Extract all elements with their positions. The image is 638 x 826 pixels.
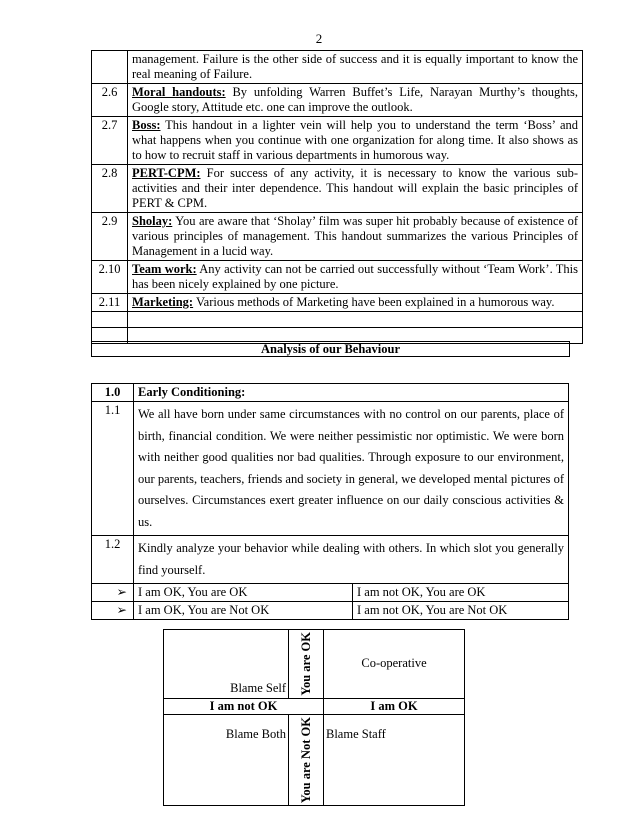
table-row bbox=[92, 402, 569, 536]
row-number bbox=[92, 51, 128, 84]
handout-row bbox=[92, 51, 583, 84]
option-row bbox=[92, 584, 569, 602]
handout-text: management. Failure is the other side of success and it is equally important to know the real meaning of Failure. bbox=[132, 52, 578, 81]
i-am-ok-label: I am OK bbox=[324, 698, 465, 714]
page-number: 2 bbox=[315, 31, 323, 46]
matrix-cell-cooperative: Co-operative bbox=[324, 630, 465, 699]
option-row bbox=[92, 602, 569, 620]
handout-title: Boss: bbox=[132, 118, 161, 132]
section-title: Early Conditioning: bbox=[134, 384, 569, 402]
row-number: 2.11 bbox=[92, 294, 128, 312]
handout-title: Team work: bbox=[132, 262, 197, 276]
row-number: 2.6 bbox=[92, 84, 128, 117]
empty-row bbox=[92, 312, 583, 328]
handout-description bbox=[128, 261, 583, 294]
handout-title: Marketing: bbox=[132, 295, 194, 309]
handout-description bbox=[128, 84, 583, 117]
option-right: I am not OK, You are Not OK bbox=[353, 602, 569, 620]
handout-description bbox=[128, 213, 583, 261]
handout-row bbox=[92, 84, 583, 117]
option-right: I am not OK, You are OK bbox=[353, 584, 569, 602]
i-am-not-ok-label: I am not OK bbox=[164, 698, 324, 714]
matrix-cell-blame-both: Blame Both bbox=[164, 714, 289, 805]
table-row bbox=[92, 536, 569, 584]
handout-title: Sholay: bbox=[132, 214, 173, 228]
matrix-row-bottom bbox=[164, 714, 465, 805]
section-heading: Analysis of our Behaviour bbox=[91, 341, 570, 357]
option-left: I am OK, You are Not OK bbox=[134, 602, 353, 620]
row-number: 1.0 bbox=[92, 384, 134, 402]
handout-text: Various methods of Marketing have been explained in a humorous way. bbox=[193, 295, 555, 309]
bullet-arrow-icon: ➢ bbox=[92, 584, 134, 602]
row-text: We all have born under same circumstances with no control on our parents, place of birth, financial condition. We were neither pessimistic nor optimistic. We were born with neither good qualities nor bad qualities. Through exposure to our environment, our parents, teachers, friends and society in general, we developed mental pictures of ourselves. Circumstances exert greater influence on our daily conscious activities & us. bbox=[134, 402, 569, 536]
row-number: 2.7 bbox=[92, 117, 128, 165]
handout-title: PERT-CPM: bbox=[132, 166, 201, 180]
matrix-axis-cell bbox=[289, 630, 324, 699]
row-number: 2.8 bbox=[92, 165, 128, 213]
row-number: 2.9 bbox=[92, 213, 128, 261]
you-are-not-ok-label: You are Not OK bbox=[298, 716, 313, 803]
behaviour-table bbox=[91, 383, 569, 620]
bullet-arrow-icon: ➢ bbox=[92, 602, 134, 620]
handouts-table bbox=[91, 50, 583, 344]
row-text: Kindly analyze your behavior while dealing with others. In which slot you generally find yourself. bbox=[134, 536, 569, 584]
matrix-row-middle bbox=[164, 698, 465, 714]
handout-description bbox=[128, 117, 583, 165]
handout-row bbox=[92, 165, 583, 213]
matrix-row-top bbox=[164, 630, 465, 699]
option-left: I am OK, You are OK bbox=[134, 584, 353, 602]
row-number: 1.1 bbox=[92, 402, 134, 536]
empty-cell bbox=[128, 312, 583, 328]
handout-row bbox=[92, 294, 583, 312]
handout-text: This handout in a lighter vein will help you to understand the term ‘Boss’ and what happens when you continue with one organization for along time. It also shows as to how to recruit staff in various departments in humorous way. bbox=[132, 118, 578, 162]
handout-row bbox=[92, 117, 583, 165]
handout-row bbox=[92, 213, 583, 261]
handout-description bbox=[128, 165, 583, 213]
handout-description bbox=[128, 294, 583, 312]
matrix-cell-blame-self: Blame Self bbox=[164, 630, 289, 699]
ok-matrix bbox=[163, 629, 465, 806]
handout-text: You are aware that ‘Sholay’ film was super hit probably because of existence of various principles of management. This handout summarizes the various Principles of Management in a lucid way. bbox=[132, 214, 578, 258]
row-number: 1.2 bbox=[92, 536, 134, 584]
you-are-ok-label: You are OK bbox=[298, 632, 313, 696]
handout-text: By unfolding Warren Buffet’s Life, Narayan Murthy’s thoughts, Google story, Attitude etc. one can improve the outlook. bbox=[132, 85, 578, 114]
handout-text: Any activity can not be carried out successfully without ‘Team Work’. This has been nicely explained by one picture. bbox=[132, 262, 578, 291]
matrix-cell-blame-staff: Blame Staff bbox=[324, 714, 465, 805]
handout-title: Moral handouts: bbox=[132, 85, 226, 99]
handout-text: For success of any activity, it is necessary to know the various sub- activities and their inter dependence. This handout will explain the basic principles of PERT & CPM. bbox=[132, 166, 578, 210]
empty-cell bbox=[92, 312, 128, 328]
handout-description bbox=[128, 51, 583, 84]
matrix-axis-cell bbox=[289, 714, 324, 805]
table-row bbox=[92, 384, 569, 402]
handout-row bbox=[92, 261, 583, 294]
row-number: 2.10 bbox=[92, 261, 128, 294]
